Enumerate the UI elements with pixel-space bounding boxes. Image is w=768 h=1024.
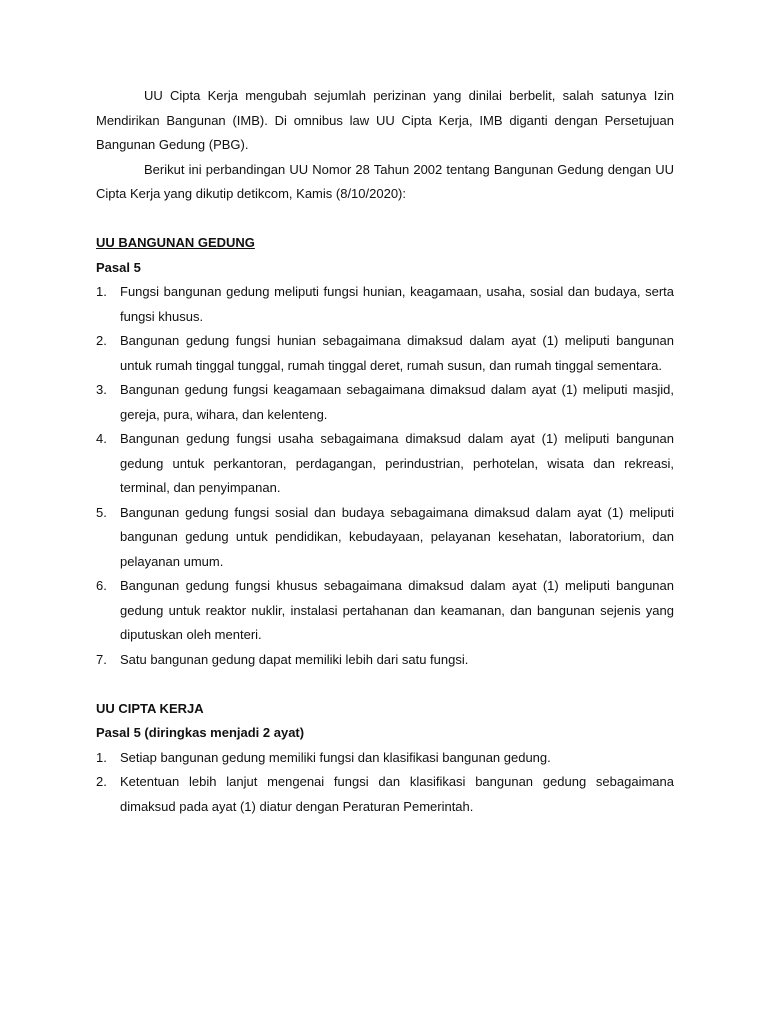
list-item-text: Satu bangunan gedung dapat memiliki lebih dari satu fungsi. bbox=[120, 651, 469, 667]
list-item-number: 1. bbox=[96, 749, 107, 765]
blank-line bbox=[96, 672, 674, 697]
list-item bbox=[96, 770, 674, 819]
list-item-number: 6. bbox=[96, 578, 107, 593]
list-item-number: 1. bbox=[96, 284, 107, 299]
list-item-text: Fungsi bangunan gedung meliputi fungsi hunian, keagamaan, usaha, sosial dan budaya, serta fungsi khusus. bbox=[120, 284, 674, 324]
list-item-number: 2. bbox=[96, 774, 107, 789]
list-item-text: Setiap bangunan gedung memiliki fungsi dan klasifikasi bangunan gedung. bbox=[120, 749, 551, 765]
list-bangunan-gedung bbox=[96, 280, 674, 672]
intro-paragraph-2: Berikut ini perbandingan UU Nomor 28 Tahun 2002 tentang Bangunan Gedung dengan UU Cipta Kerja yang dikutip detikcom, Kamis (8/10/2020): bbox=[96, 161, 674, 201]
list-item-text: Bangunan gedung fungsi khusus sebagaimana dimaksud dalam ayat (1) meliputi bangunan gedung untuk reaktor nuklir, instalasi pertahanan dan keamanan, dan bangunan sejenis yang diputuskan oleh menteri. bbox=[120, 578, 674, 642]
list-item bbox=[96, 746, 674, 771]
pasal-heading-bangunan: Pasal 5 bbox=[96, 259, 141, 275]
pasal-heading-cipta-kerja: Pasal 5 (diringkas menjadi 2 ayat) bbox=[96, 725, 305, 740]
list-item bbox=[96, 280, 674, 329]
section-title-uu-bangunan-gedung: UU BANGUNAN GEDUNG bbox=[96, 235, 255, 250]
document-body bbox=[96, 84, 674, 819]
list-item-number: 4. bbox=[96, 431, 107, 446]
list-item bbox=[96, 329, 674, 378]
list-item-text: Ketentuan lebih lanjut mengenai fungsi dan klasifikasi bangunan gedung sebagaimana dimaksud pada ayat (1) diatur dengan Peraturan Pemerintah. bbox=[120, 774, 674, 814]
list-item bbox=[96, 378, 674, 427]
list-item bbox=[96, 501, 674, 575]
list-item-text: Bangunan gedung fungsi keagamaan sebagaimana dimaksud dalam ayat (1) meliputi masjid, gereja, pura, wihara, dan kelenteng. bbox=[120, 382, 674, 422]
list-item-number: 3. bbox=[96, 382, 107, 397]
list-item bbox=[96, 648, 674, 673]
section-title-uu-cipta-kerja: UU CIPTA KERJA bbox=[96, 700, 204, 716]
list-item-text: Bangunan gedung fungsi sosial dan budaya sebagaimana dimaksud dalam ayat (1) meliputi bangunan gedung untuk pendidikan, kebudayaan, pelayanan kesehatan, laboratorium, dan pelayanan umum. bbox=[120, 504, 674, 569]
list-item-text: Bangunan gedung fungsi hunian sebagaimana dimaksud dalam ayat (1) meliputi bangunan untuk rumah tinggal tunggal, rumah tinggal deret, rumah susun, dan rumah tinggal sementara. bbox=[120, 333, 674, 373]
list-item bbox=[96, 574, 674, 648]
list-item bbox=[96, 427, 674, 501]
intro-paragraph-1: UU Cipta Kerja mengubah sejumlah perizinan yang dinilai berbelit, salah satunya Izin Mendirikan Bangunan (IMB). Di omnibus law UU Cipta Kerja, IMB diganti dengan Persetujuan Bangunan Gedung (PBG). bbox=[96, 88, 674, 152]
blank-line bbox=[96, 207, 674, 232]
list-item-number: 5. bbox=[96, 504, 107, 520]
list-item-number: 7. bbox=[96, 651, 107, 667]
list-cipta-kerja bbox=[96, 746, 674, 820]
list-item-number: 2. bbox=[96, 333, 107, 348]
list-item-text: Bangunan gedung fungsi usaha sebagaimana dimaksud dalam ayat (1) meliputi bangunan gedung untuk perkantoran, perdagangan, perindustrian, perhotelan, wisata dan rekreasi, terminal, dan penyimpanan. bbox=[120, 431, 674, 495]
